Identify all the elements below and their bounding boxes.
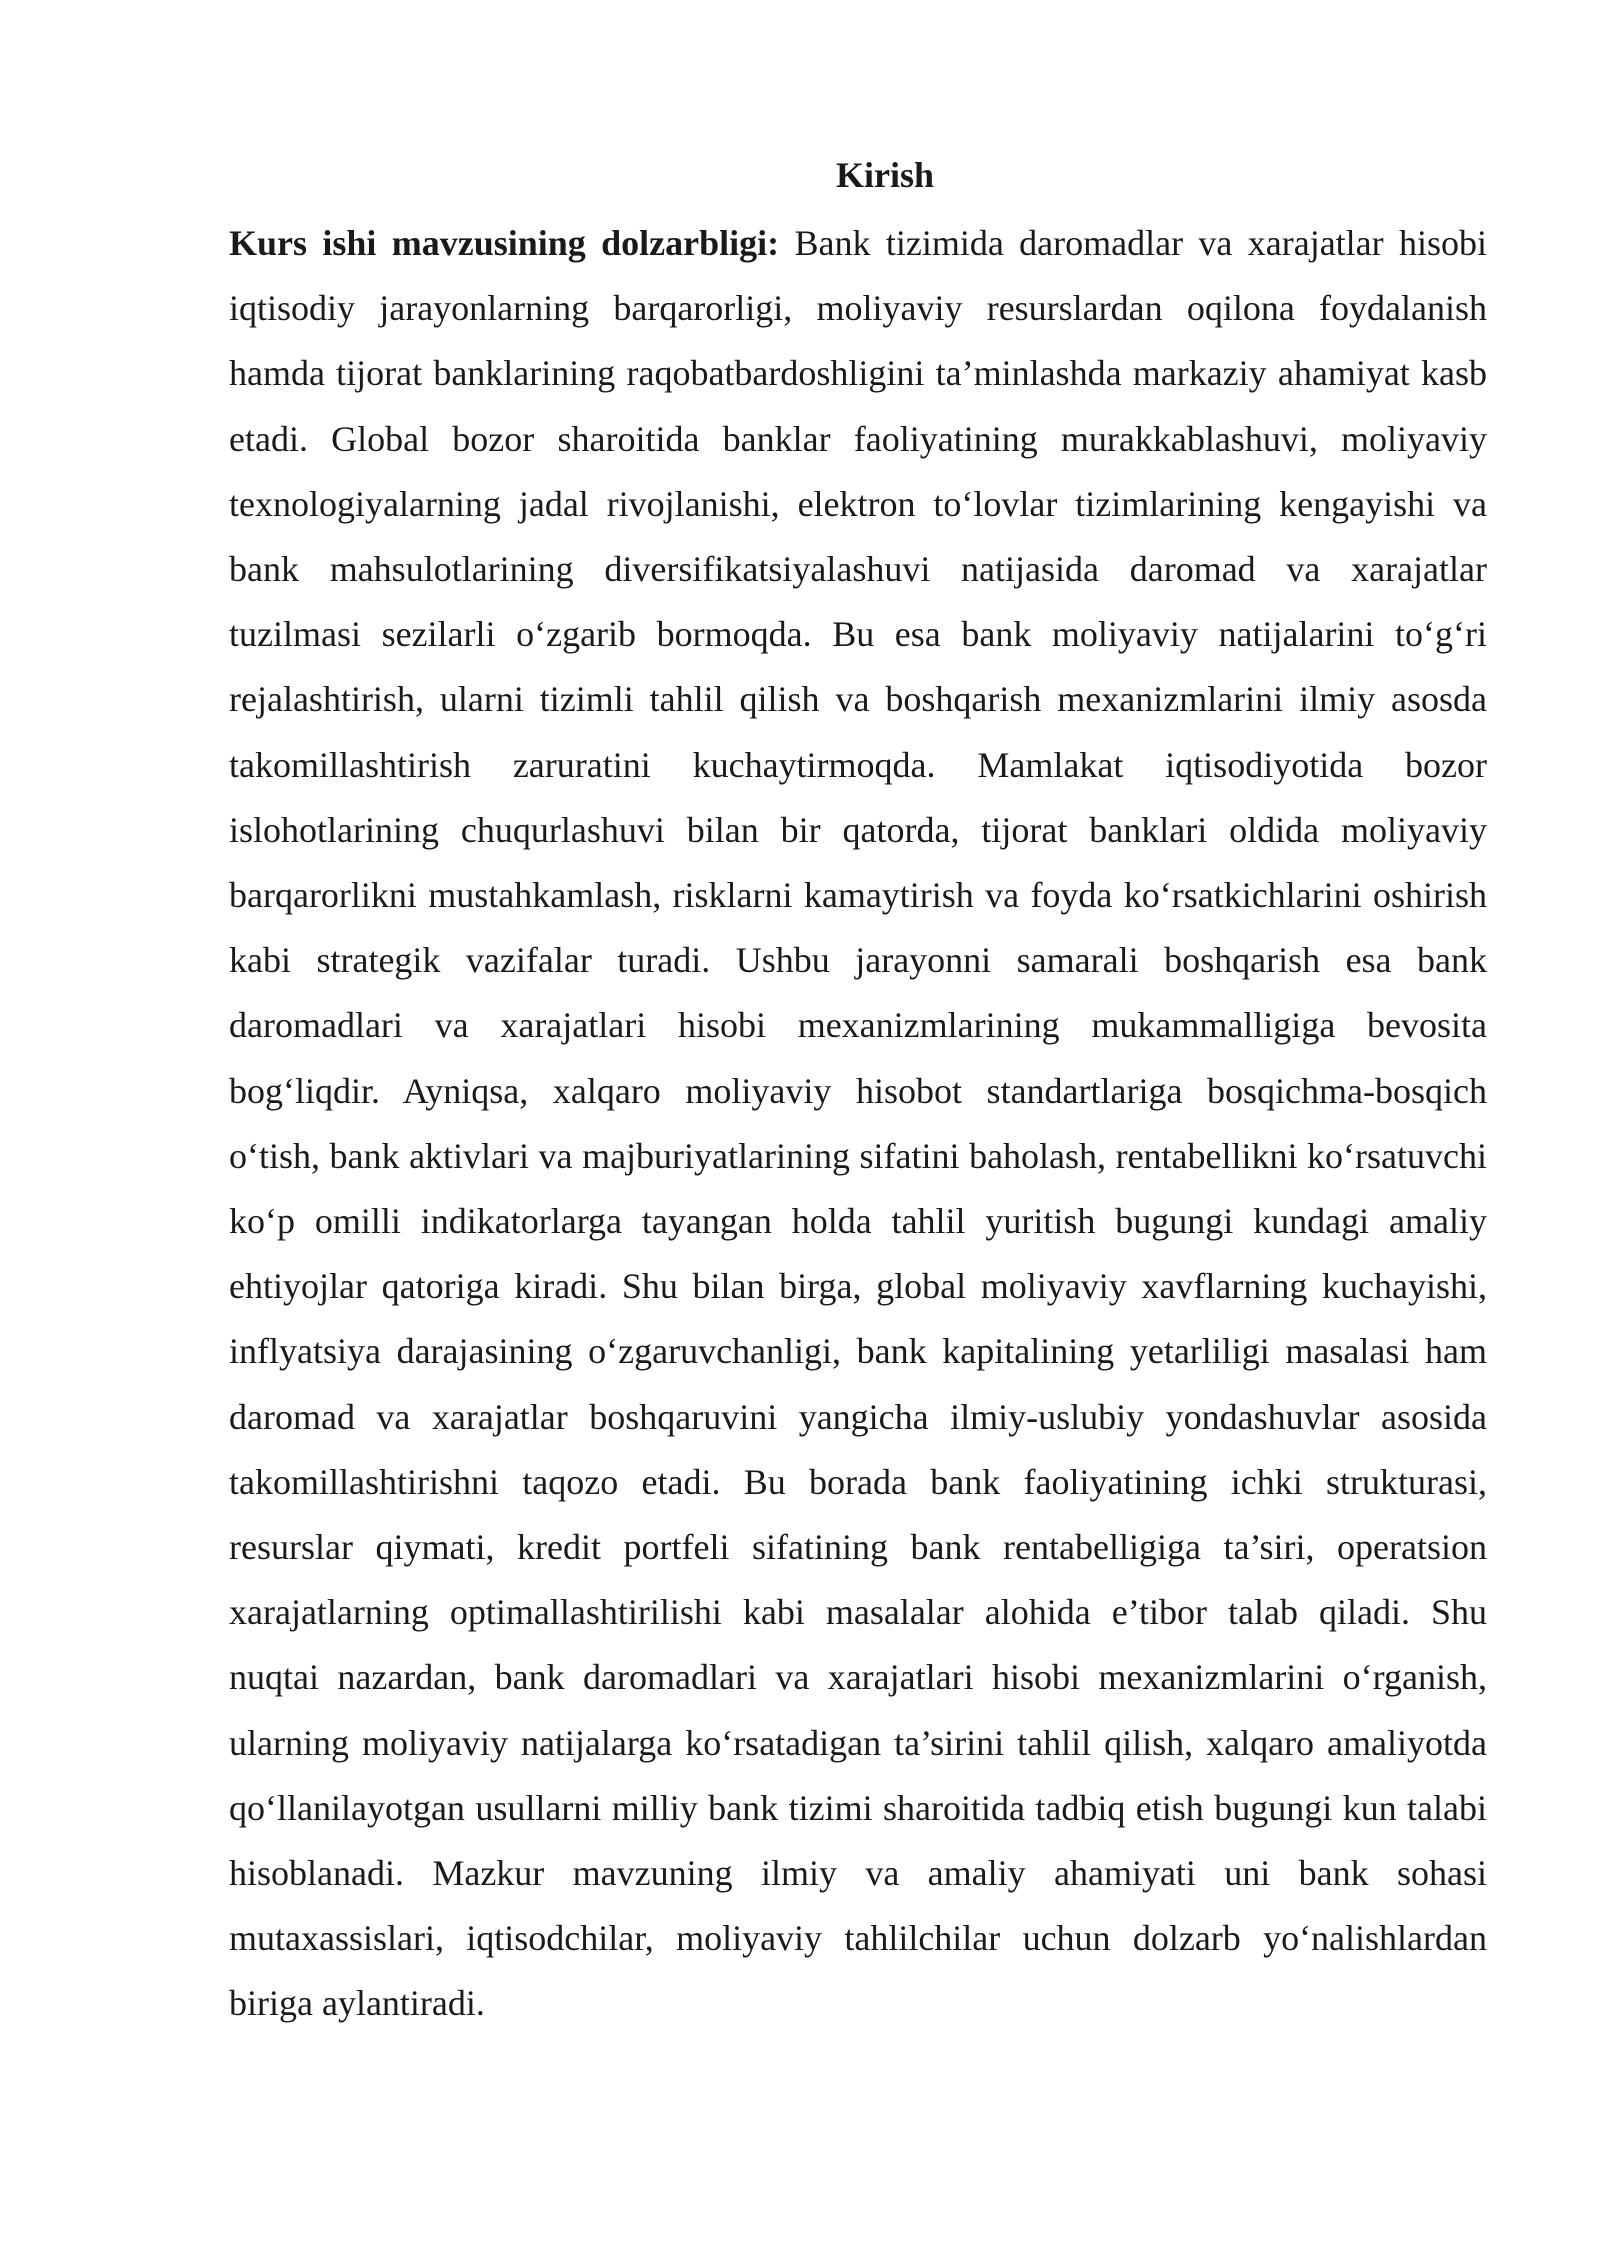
paragraph-text: Bank tizimida daromadlar va xarajatlar hisobi iqtisodiy jarayonlarning barqarorligi, moliyaviy resurslardan oqilona foydalanish hamda tijorat banklarining raqobatbardoshligini ta’minlashda markaziy ahamiyat kasb etadi. Global bozor sharoitida banklar faoliyatining murakkablashuvi, moliyaviy texnologiyalarning jadal rivojlanishi, elektron to‘lovlar tizimlarining kengayishi va bank mahsulotlarining diversifikatsiyalashuvi natijasida daromad va xarajatlar tuzilmasi sezilarli o‘zgarib bormoqda. Bu esa bank moliyaviy natijalarini to‘g‘ri rejalashtirish, ularni tizimli tahlil qilish va boshqarish mexanizmlarini ilmiy asosda takomillashtirish zaruratini kuchaytirmoqda. Mamlakat iqtisodiyotida bozor islohotlarining chuqurlashuvi bilan bir qatorda, tijorat banklari oldida moliyaviy barqarorlikni mustahkamlash, risklarni kamaytirish va foyda ko‘rsatkichlarini oshirish kabi strategik vazifalar turadi. Ushbu jarayonni samarali boshqarish esa bank daromadlari va xarajatlari hisobi mexanizmlarining mukammalligiga bevosita bog‘liqdir. Ayniqsa, xalqaro moliyaviy hisobot standartlariga bosqichma-bosqich o‘tish, bank aktivlari va majburiyatlarining sifatini baholash, rentabellikni ko‘rsatuvchi ko‘p omilli indikatorlarga tayangan holda tahlil yuritish bugungi kundagi amaliy ehtiyojlar qatoriga kiradi. Shu bilan birga, global moliyaviy xavflarning kuchayishi, inflyatsiya darajasining o‘zgaruvchanligi, bank kapitalining yetarliligi masalasi ham daromad va xarajatlar boshqaruvini yangicha ilmiy-uslubiy yondashuvlar asosida takomillashtirishni taqozo etadi. Bu borada bank faoliyatining ichki strukturasi, resurslar qiymati, kredit portfeli sifatining bank rentabelligiga ta’siri, operatsion xarajatlarning optimallashtirilishi kabi masalalar alohida e’tibor talab qiladi. Shu nuqtai nazardan, bank daromadlari va xarajatlari hisobi mexanizmlarini o‘rganish, ularning moliyaviy natijalarga ko‘rsatadigan ta’sirini tahlil qilish, xalqaro amaliyotda qo‘llanilayotgan usullarni milliy bank tizimi sharoitida tadbiq etish bugungi kun talabi hisoblanadi. Mazkur mavzuning ilmiy va amaliy ahamiyati uni bank sohasi mutaxassislari, iqtisodchilar, moliyaviy tahlilchilar uchun dolzarb yo‘nalishlardan biriga aylantiradi.	[229, 223, 1488, 2024]
page-title: Kirish	[835, 155, 934, 195]
body-paragraph	[229, 211, 1487, 2037]
lead-heading: Kurs ishi mavzusining dolzarbligi:	[229, 223, 780, 263]
